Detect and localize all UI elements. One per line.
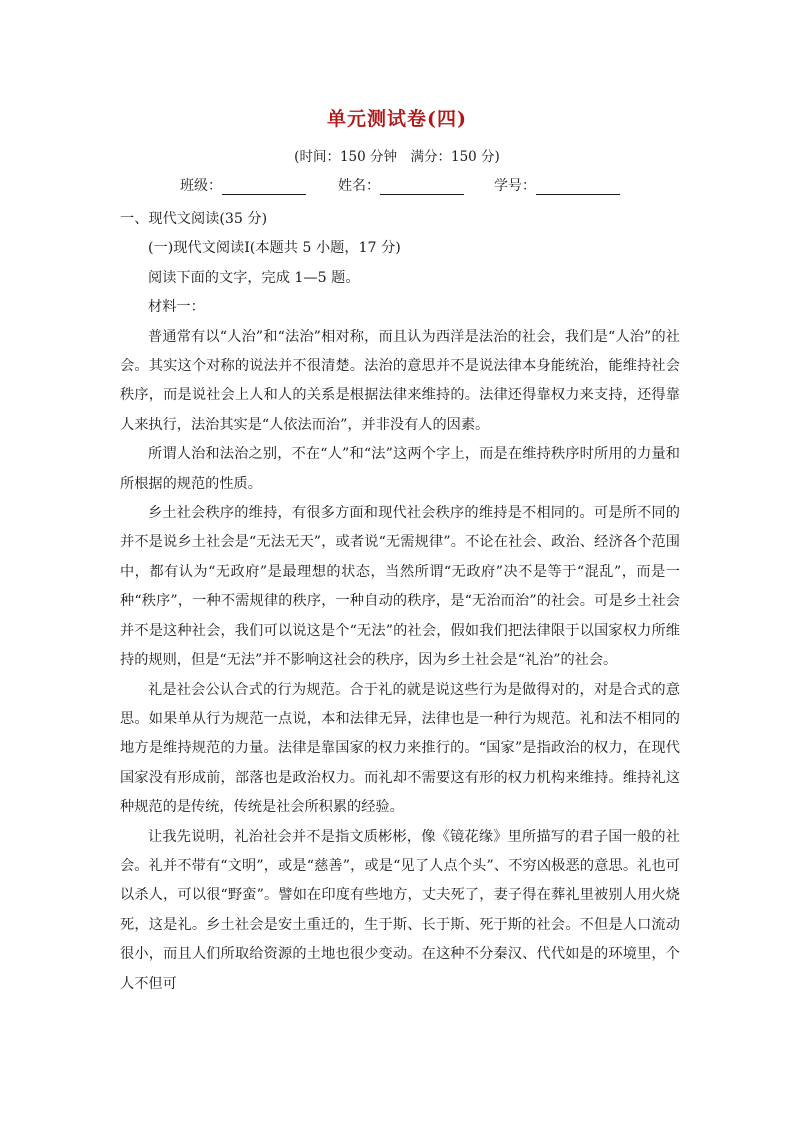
subsection-heading: (一)现代文阅读Ⅰ(本题共 5 小题，17 分) <box>148 240 401 257</box>
instruction-text: 阅读下面的文字，完成 1—5 题。 <box>148 269 360 286</box>
student-id-blank[interactable] <box>536 179 620 195</box>
paragraph: 让我先说明，礼治社会并不是指文质彬彬，像《镜花缘》里所描写的君子国一般的社会。礼并不带有“文明”，或是“慈善”，或是“见了人点个头”、不穷凶极恶的意思。礼也可以杀人，可以很“野蛮”。譬如在印度有些地方，丈夫死了，妻子得在葬礼里被别人用火烧死，这是礼。乡土社会是安土重迁的，生于斯、长于斯、死于斯的社会。不但是人口流动很小，而且人们所取给资源的土地也很少变动。在这种不分秦汉、代代如是的环境里，个人不但可 <box>120 828 680 992</box>
class-field <box>180 175 306 195</box>
paragraph: 乡土社会秩序的维持，有很多方面和现代社会秩序的维持是不相同的。可是所不同的并不是说乡土社会是“无法无天”，或者说“无需规律”。不论在社会、政治、经济各个范围中，都有认为“无政府”是最理想的状态，当然所谓“无政府”决不是等于“混乱”，而是一种“秩序”，一种不需规律的秩序，一种自动的秩序，是“无治而治”的社会。可是乡土社会并不是这种社会，我们可以说这是个“无法”的社会，假如我们把法律限于以国家权力所维持的规则，但是“无法”并不影响这社会的秩序，因为乡土社会是“礼治”的社会。 <box>120 505 680 669</box>
class-label: 班级： <box>180 178 222 194</box>
student-info-fields <box>180 175 660 195</box>
class-blank[interactable] <box>222 179 306 195</box>
page-title: 单元测试卷(四) <box>327 108 467 130</box>
section-heading: 一、现代文阅读(35 分) <box>120 211 268 227</box>
paragraph: 普通常有以“人治”和“法治”相对称，而且认为西洋是法治的社会，我们是“人治”的社会。其实这个对称的说法并不很清楚。法治的意思并不是说法律本身能统治，能维持社会秩序，而是说社会上人和人的关系是根据法律来维持的。法律还得靠权力来支持，还得靠人来执行，法治其实是“人依法而治”，并非没有人的因素。 <box>120 328 680 433</box>
paragraph: 礼是社会公认合式的行为规范。合于礼的就是说这些行为是做得对的，对是合式的意思。如果单从行为规范一点说，本和法律无异，法律也是一种行为规范。礼和法不相同的地方是维持规范的力量。法律是靠国家的权力来推行的。“国家”是指政治的权力，在现代国家没有形成前，部落也是政治权力。而礼却不需要这有形的权力机构来维持。维持礼这种规范的是传统，传统是社会所积累的经验。 <box>120 681 680 816</box>
paragraph: 所谓人治和法治之别，不在“人”和“法”这两个字上，而是在维持秩序时所用的力量和所根据的规范的性质。 <box>120 446 680 492</box>
student-id-label: 学号： <box>494 178 536 194</box>
name-blank[interactable] <box>380 179 464 195</box>
name-label: 姓名： <box>338 178 380 194</box>
exam-content <box>120 205 680 999</box>
exam-time-score: (时间：150 分钟 满分：150 分) <box>294 149 500 165</box>
name-field <box>338 175 464 195</box>
material-label: 材料一： <box>148 299 205 316</box>
student-id-field <box>494 175 620 195</box>
